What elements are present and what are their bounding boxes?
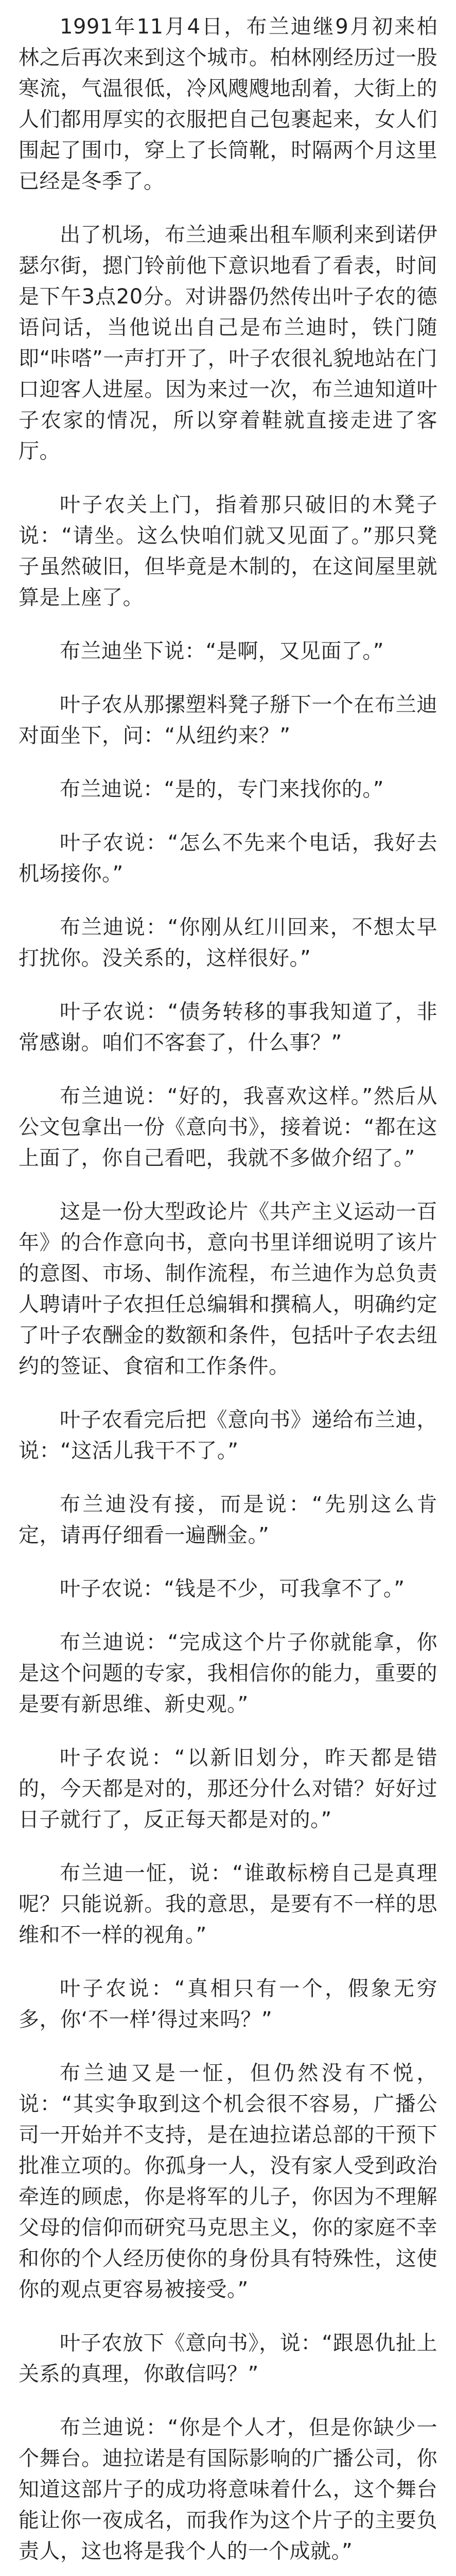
article-body bbox=[19, 11, 437, 2576]
paragraph: 叶子农看完后把《意向书》递给布兰迪，说：“这活儿我干不了。” bbox=[19, 1408, 437, 1463]
paragraph: 布兰迪没有接，而是说：“先别这么肯定，请再仔细看一遍酬金。” bbox=[19, 1493, 437, 1547]
paragraph: 布兰迪说：“是的，专门来找你的。” bbox=[60, 777, 384, 801]
paragraph: 叶子农关上门，指着那只破旧的木凳子说：“请坐。这么快咱们就又见面了。”那只凳子虽然破旧，但毕竟是木制的，在这间屋里就算是上座了。 bbox=[19, 493, 437, 609]
paragraph: 这是一份大型政论片《共产主义运动一百年》的合作意向书，意向书里详细说明了该片的意图、市场、制作流程，布兰迪作为总负责人聘请叶子农担任总编辑和撰稿人，明确约定了叶子农酬金的数额和条件，包括叶子农去纽约的签证、食宿和工作条件。 bbox=[19, 1200, 437, 1378]
paragraph: 叶子农放下《意向书》，说：“跟恩仇扯上关系的真理，你敢信吗？” bbox=[19, 2331, 437, 2386]
paragraph: 布兰迪说：“好的，我喜欢这样。”然后从公文包拿出一份《意向书》，接着说：“都在这上面了，你自己看吧，我就不多做介绍了。” bbox=[19, 1084, 437, 1170]
paragraph: 叶子农说：“债务转移的事我知道了，非常感谢。咱们不客套了，什么事？” bbox=[19, 1000, 437, 1055]
paragraph: 布兰迪说：“完成这个片子你就能拿，你是这个问题的专家，我相信你的能力，重要的是要有新思维、新史观。” bbox=[19, 1631, 437, 1716]
paragraph: 布兰迪说：“你是个人才，但是你缺少一个舞台。迪拉诺是有国际影响的广播公司，你知道这部片子的成功将意味着什么，这个舞台能让你一夜成名，而我作为这个片子的主要负责人，这也将是我个人的一个成就。” bbox=[19, 2416, 437, 2563]
paragraph: 叶子农从那摞塑料凳子掰下一个在布兰迪对面坐下，问：“从纽约来？” bbox=[19, 693, 437, 748]
paragraph: 布兰迪一怔，说：“谁敢标榜自己是真理呢？只能说新。我的意思，是要有不一样的思维和不一样的视角。” bbox=[19, 1861, 437, 1947]
paragraph: 布兰迪坐下说：“是啊，又见面了。” bbox=[60, 639, 384, 663]
paragraph: 叶子农说：“以新旧划分，昨天都是错的，今天都是对的，那还分什么对错？好好过日子就行了，反正每天都是对的。” bbox=[19, 1746, 437, 1832]
paragraph: 布兰迪说：“你刚从红川回来，不想太早打扰你。没关系的，这样很好。” bbox=[19, 916, 437, 970]
paragraph: 叶子农说：“真相只有一个，假象无穷多，你‘不一样’得过来吗？” bbox=[19, 1977, 437, 2031]
paragraph: 叶子农说：“钱是不少，可我拿不了。” bbox=[60, 1577, 405, 1601]
paragraph: 布兰迪又是一怔，但仍然没有不悦，说：“其实争取到这个机会很不容易，广播公司一开始并不支持，是在迪拉诺总部的干预下批准立项的。你孤身一人，没有家人受到政治牵连的顾虑，你是将军的儿子，你因为不理解父母的信仰而研究马克思主义，你的家庭不幸和你的个人经历使你的身份具有特殊性，这使你的观点更容易被接受。” bbox=[19, 2061, 437, 2301]
paragraph: 1991年11月4日，布兰迪继9月初来柏林之后再次来到这个城市。柏林刚经历过一股寒流，气温很低，冷风飕飕地刮着，大街上的人们都用厚实的衣服把自己包裹起来，女人们围起了围巾，穿上了长筒靴，时隔两个月这里已经是冬季了。 bbox=[19, 15, 437, 193]
paragraph: 出了机场，布兰迪乘出租车顺利来到诺伊瑟尔街，摁门铃前他下意识地看了看表，时间是下午3点20分。对讲器仍然传出叶子农的德语问话，当他说出自己是布兰迪时，铁门随即“咔嗒”一声打开了，叶子农很礼貌地站在门口迎客人进屋。因为来过一次，布兰迪知道叶子农家的情况，所以穿着鞋就直接走进了客厅。 bbox=[19, 223, 437, 463]
paragraph: 叶子农说：“怎么不先来个电话，我好去机场接你。” bbox=[19, 831, 437, 886]
